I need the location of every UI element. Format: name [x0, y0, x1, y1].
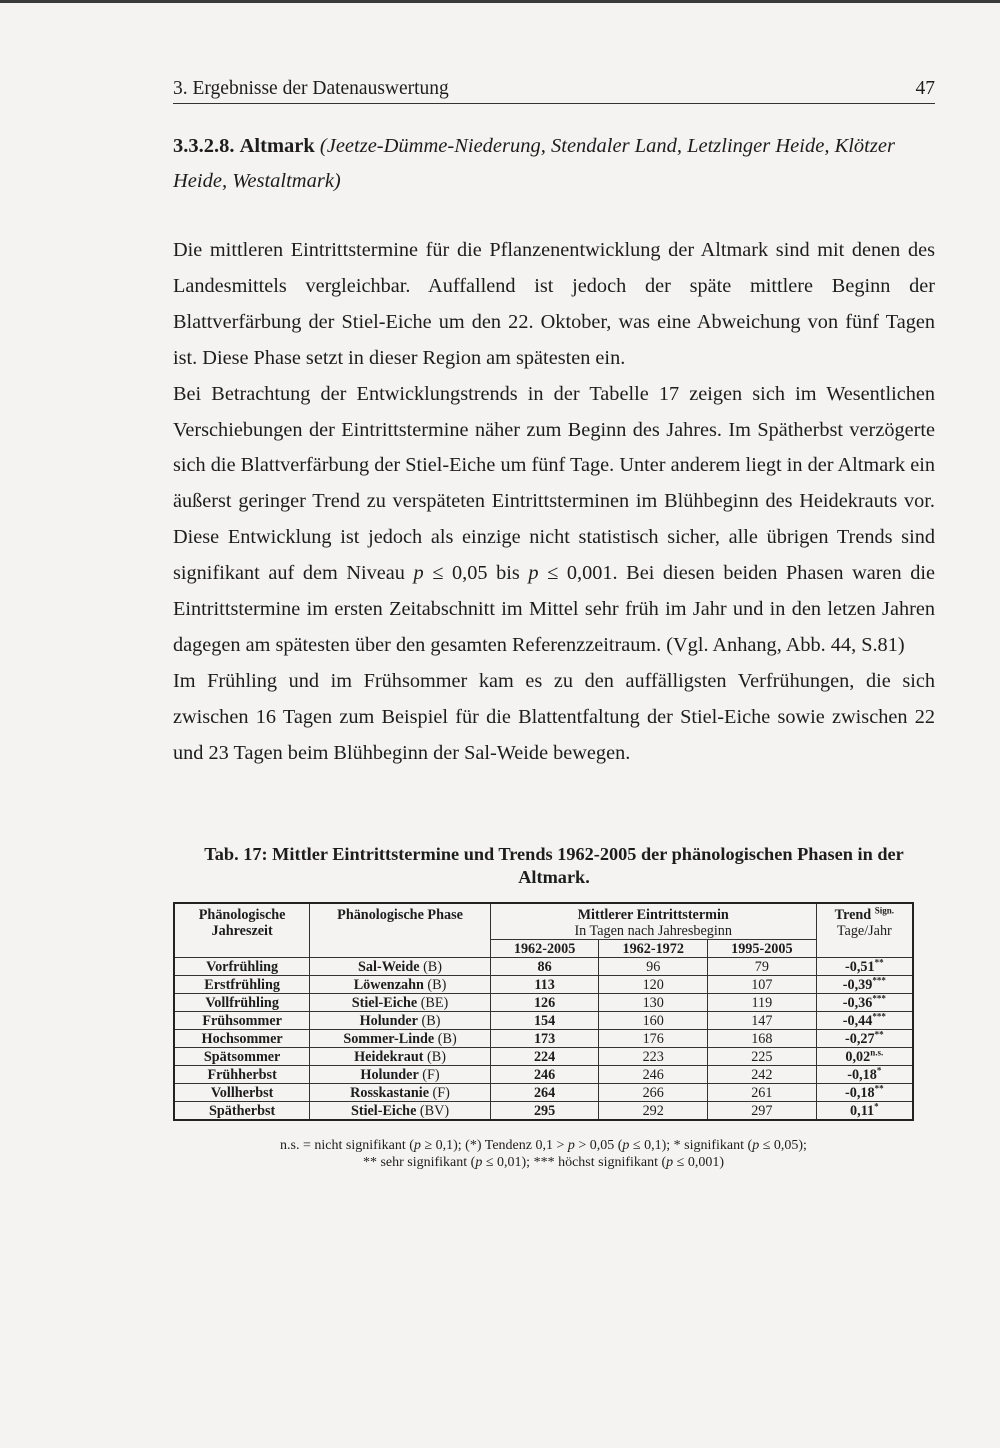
cell-mean-1962-1972: 130	[599, 994, 708, 1012]
trend-value: 0,11	[850, 1102, 875, 1119]
cell-phase	[310, 1012, 491, 1030]
scan-edge-line	[0, 0, 1000, 3]
cell-season: Vollherbst	[174, 1084, 310, 1102]
phase-code: (BV)	[419, 1102, 450, 1119]
cell-mean-1995-2005: 107	[708, 976, 817, 994]
cell-mean-1962-2005: 295	[490, 1102, 599, 1121]
cell-mean-1995-2005: 147	[708, 1012, 817, 1030]
cell-season: Vorfrühling	[174, 958, 310, 976]
cell-mean-1962-1972: 176	[599, 1030, 708, 1048]
paragraph-1: Die mittleren Eintrittstermine für die Pflanzenentwicklung der Altmark sind mit denen des Landesmittels vergleichbar. Auffallend ist jedoch der späte mittlere Beginn der Blattverfärbung der Stiel-Eiche um den 22. Oktober, was eine Abweichung von fünf Tagen ist. Diese Phase setzt in dieser Region am spätesten ein.	[173, 239, 935, 369]
trend-value: -0,18	[845, 1084, 875, 1101]
cell-phase	[310, 1084, 491, 1102]
cell-phase	[310, 958, 491, 976]
cell-mean-1962-1972: 292	[599, 1102, 708, 1121]
header-mean-title: Mittlerer Eintrittstermin	[577, 907, 729, 923]
cell-phase	[310, 976, 491, 994]
header-trend-unit: Tage/Jahr	[836, 923, 892, 939]
table-caption: Tab. 17: Mittler Eintrittstermine und Trends 1962-2005 der phänologischen Phasen in der Altmark.	[204, 844, 904, 887]
p-symbol: p	[413, 562, 424, 585]
trend-significance: **	[874, 1082, 884, 1093]
trend-significance: n.s.	[870, 1046, 884, 1057]
cell-phase	[310, 994, 491, 1012]
phase-code: (BE)	[420, 994, 449, 1011]
cell-mean-1962-1972: 223	[599, 1048, 708, 1066]
section-title: Altmark	[239, 135, 315, 157]
table-row	[174, 994, 913, 1012]
running-header	[173, 78, 935, 104]
cell-mean-1962-1972: 96	[599, 958, 708, 976]
phase-code: (F)	[432, 1084, 450, 1101]
cell-mean-1995-2005: 242	[708, 1066, 817, 1084]
cell-phase	[310, 1030, 491, 1048]
footnote-text: ≤ 0,1); * signifikant (	[629, 1138, 753, 1153]
table-row	[174, 1048, 913, 1066]
cell-mean-1962-1972: 160	[599, 1012, 708, 1030]
p-symbol: p	[666, 1155, 674, 1170]
footnote-text: ≥ 0,1); (*) Tendenz 0,1 >	[420, 1138, 568, 1153]
table-row	[174, 1030, 913, 1048]
header-period-2: 1962-1972	[599, 940, 708, 958]
phenology-table	[173, 902, 914, 1121]
footnote-text: ≤ 0,01); *** höchst signifikant (	[482, 1155, 667, 1170]
table-row	[174, 1102, 913, 1121]
trend-value: -0,27	[845, 1030, 875, 1047]
paragraph-2-part-b: ≤ 0,05 bis	[423, 562, 529, 585]
paragraph-3: Im Frühling und im Frühsommer kam es zu den auffälligsten Verfrühungen, die sich zwischen 16 Tagen zum Beispiel für die Blattentfaltung der Stiel-Eiche sowie zwischen 22 und 23 Tagen beim Blühbeginn der Sal-Weide bewegen.	[173, 669, 935, 764]
paragraph-2-part-c: ≤ 0,001. Bei diesen beiden Phasen waren die Eintrittstermine im ersten Zeitabschnitt im Mittel sehr früh im Jahr und in den letzen Jahren dagegen am spätesten über den gesamten Referenzzeitraum. (Vgl. Anhang, Abb. 44, S.81)	[173, 562, 935, 656]
phase-name: Löwenzahn	[353, 976, 424, 993]
table-row	[174, 958, 913, 976]
header-phase: Phänologische Phase	[310, 903, 491, 958]
trend-value: 0,02	[845, 1048, 871, 1065]
p-symbol: p	[475, 1155, 483, 1170]
phase-code: (B)	[423, 958, 442, 975]
p-symbol: p	[622, 1138, 630, 1153]
trend-significance: ***	[872, 992, 886, 1003]
phase-name: Rosskastanie	[350, 1084, 429, 1101]
cell-trend	[816, 994, 913, 1012]
footnote-text: ** sehr signifikant (	[362, 1155, 476, 1170]
p-symbol: p	[567, 1138, 575, 1153]
footnote-text: > 0,05 (	[574, 1138, 623, 1153]
cell-season: Hochsommer	[174, 1030, 310, 1048]
table-body	[174, 958, 913, 1121]
cell-mean-1995-2005: 225	[708, 1048, 817, 1066]
cell-mean-1962-2005: 224	[490, 1048, 599, 1066]
trend-significance: ***	[872, 974, 886, 985]
footnote-text: n.s. = nicht signifikant (	[280, 1138, 414, 1153]
section-heading	[173, 129, 935, 199]
phase-name: Sal-Weide	[358, 958, 420, 975]
cell-mean-1995-2005: 119	[708, 994, 817, 1012]
paragraph-2	[173, 377, 935, 664]
cell-season: Spätherbst	[174, 1102, 310, 1121]
cell-mean-1962-2005: 113	[490, 976, 599, 994]
header-season: Phänologische Jahreszeit	[174, 903, 310, 958]
cell-trend	[816, 1084, 913, 1102]
phase-name: Holunder	[359, 1012, 418, 1029]
section-subtitle: (Jeetze-Dümme-Niederung, Stendaler Land, Letzlinger Heide, Klötzer Heide, Westaltmark)	[173, 135, 895, 192]
cell-mean-1995-2005: 168	[708, 1030, 817, 1048]
cell-season: Erstfrühling	[174, 976, 310, 994]
cell-mean-1962-2005: 154	[490, 1012, 599, 1030]
trend-significance: **	[874, 956, 884, 967]
phase-code: (B)	[421, 1012, 441, 1029]
phase-code: (B)	[427, 976, 447, 993]
footnote-text: ≤ 0,001)	[673, 1155, 725, 1170]
phase-name: Stiel-Eiche	[350, 1102, 417, 1119]
cell-mean-1995-2005: 79	[708, 958, 817, 976]
cell-trend	[816, 976, 913, 994]
phase-name: Holunder	[360, 1066, 419, 1083]
trend-significance: **	[874, 1028, 884, 1039]
cell-mean-1962-2005: 264	[490, 1084, 599, 1102]
phase-code: (F)	[422, 1066, 440, 1083]
trend-significance: ***	[872, 1010, 886, 1021]
cell-phase	[310, 1102, 491, 1121]
cell-trend	[816, 958, 913, 976]
phase-name: Heidekraut	[354, 1048, 424, 1065]
page-number: 47	[915, 78, 935, 99]
chapter-title: 3. Ergebnisse der Datenauswertung	[173, 78, 449, 99]
cell-trend	[816, 1102, 913, 1121]
footnote-text: ≤ 0,05);	[759, 1138, 807, 1153]
header-trend	[816, 903, 913, 958]
section-number: 3.3.2.8.	[173, 135, 235, 157]
header-period-1: 1962-2005	[490, 940, 599, 958]
trend-significance: *	[876, 1064, 882, 1075]
cell-mean-1962-1972: 266	[599, 1084, 708, 1102]
phase-code: (B)	[427, 1048, 446, 1065]
cell-mean-1962-2005: 173	[490, 1030, 599, 1048]
cell-phase	[310, 1066, 491, 1084]
cell-mean-1962-1972: 120	[599, 976, 708, 994]
cell-mean-1995-2005: 261	[708, 1084, 817, 1102]
cell-mean-1962-1972: 246	[599, 1066, 708, 1084]
cell-season: Frühherbst	[174, 1066, 310, 1084]
cell-mean-1962-2005: 86	[490, 958, 599, 976]
table-row	[174, 1012, 913, 1030]
phase-name: Stiel-Eiche	[351, 994, 418, 1011]
cell-mean-1962-2005: 126	[490, 994, 599, 1012]
trend-value: -0,18	[847, 1066, 877, 1083]
cell-season: Spätsommer	[174, 1048, 310, 1066]
cell-trend	[816, 1030, 913, 1048]
p-symbol: p	[528, 562, 539, 585]
header-mean-date	[490, 903, 816, 940]
header-trend-sign: Sign.	[874, 905, 894, 916]
trend-significance: *	[874, 1100, 879, 1111]
trend-value: -0,51	[845, 958, 875, 975]
cell-season: Vollfrühling	[174, 994, 310, 1012]
cell-trend	[816, 1012, 913, 1030]
cell-trend	[816, 1066, 913, 1084]
body-text	[173, 233, 935, 772]
cell-mean-1995-2005: 297	[708, 1102, 817, 1121]
table-row	[174, 976, 913, 994]
header-period-3: 1995-2005	[708, 940, 817, 958]
table-row	[174, 1066, 913, 1084]
cell-trend	[816, 1048, 913, 1066]
p-symbol: p	[413, 1138, 421, 1153]
cell-phase	[310, 1048, 491, 1066]
trend-value: -0,39	[842, 976, 873, 993]
trend-value: -0,36	[842, 994, 873, 1011]
header-trend-title: Trend	[834, 907, 872, 923]
paragraph-2-part-a: Bei Betrachtung der Entwicklungstrends in der Tabelle 17 zeigen sich im Wesentlichen Verschiebungen der Eintrittstermine näher zum Beginn des Jahres. Im Spätherbst verzögerte sich die Blattverfärbung der Stiel-Eiche um fünf Tage. Unter anderem liegt in der Altmark ein äußerst geringer Trend zu verspäteten Eintrittsterminen im Blühbeginn des Heidekrauts vor. Diese Entwicklung ist jedoch als einzige nicht statistisch sicher, alle übrigen Trends sind signifikant auf dem Niveau	[173, 382, 935, 585]
cell-mean-1962-2005: 246	[490, 1066, 599, 1084]
trend-value: -0,44	[842, 1012, 873, 1029]
phase-name: Sommer-Linde	[343, 1030, 435, 1047]
table-row	[174, 1084, 913, 1102]
cell-season: Frühsommer	[174, 1012, 310, 1030]
phase-code: (B)	[437, 1030, 457, 1047]
p-symbol: p	[752, 1138, 760, 1153]
header-mean-subtitle: In Tagen nach Jahresbeginn	[574, 923, 732, 939]
table-footnote	[173, 1137, 914, 1171]
